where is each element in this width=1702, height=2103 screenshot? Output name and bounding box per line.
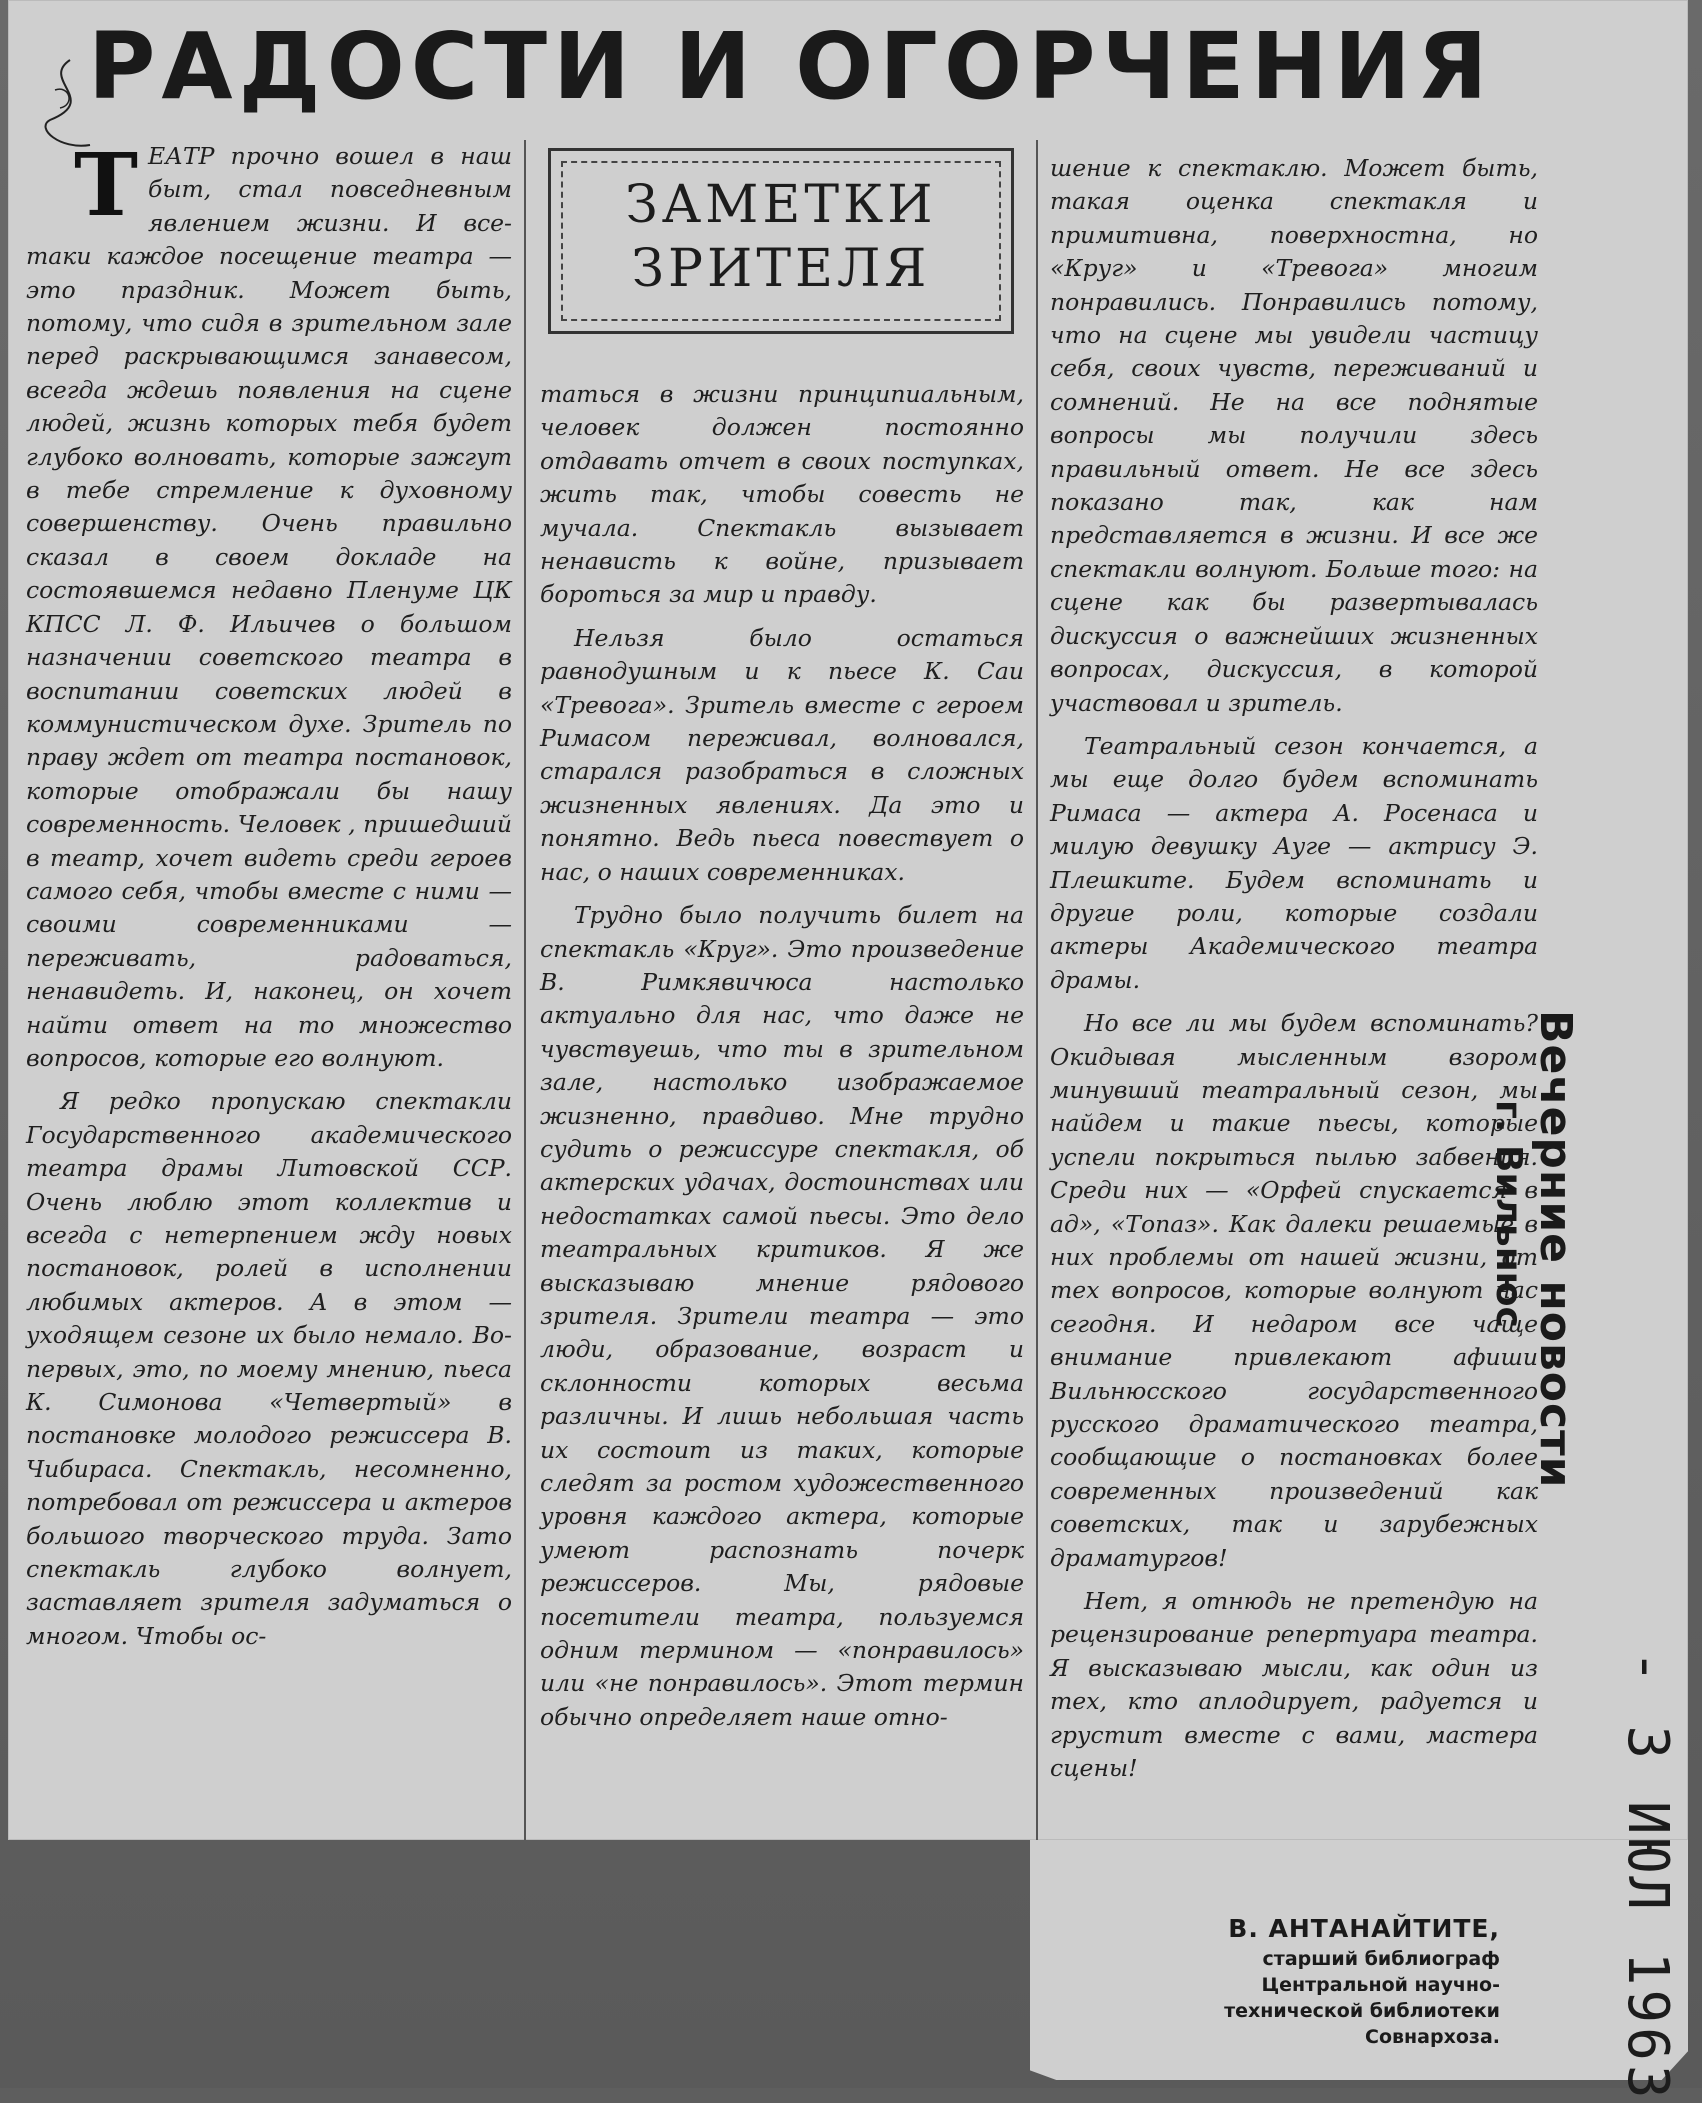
- paragraph: Но все ли мы будем вспоминать? Окидывая мысленным взором минувший театральный сезон, мы найдем и такие пьесы, которые успели покрыться пылью забвения. Среди них — «Орфей спускается в ад», «Топаз». Как далеки решаемые в них проблемы от нашей жизни, от тех вопросов, которые волнуют нас сегодня. И недаром все чаще внимание привлекают афиши Вильнюсского государственного русского драматического театра, сообщающие о постановках более современных произведений как советских, так и зарубежных драматургов!: [1050, 1009, 1538, 1572]
- drop-cap: Т: [74, 135, 138, 236]
- paragraph: шение к спектаклю. Может быть, такая оценка спектакля и примитивна, поверхностна, но «Круг» и «Тревога» многим понравились. Понравились потому, что на сцене мы увидели частицу себя, своих чувств, переживаний и сомнений. Не на все поднятые вопросы мы получили здесь правильный ответ. Не все здесь показано так, как нам представляется в жизни. И все же спектакли волнуют. Больше того: на сцене как бы развертывалась дискуссия о важнейших жизненных вопросах, дискуссия, в которой участвовал и зритель.: [1050, 154, 1538, 717]
- rubric-line-2: ЗРИТЕЛЯ: [631, 239, 931, 299]
- rubric-box: [548, 148, 1014, 334]
- author-title-line: Совнархоза.: [1365, 2026, 1500, 2048]
- author-signature: [1060, 1912, 1500, 2050]
- article-column-2: [540, 378, 1024, 1734]
- rubric-title: [551, 173, 1011, 301]
- newspaper-source-stamp: [1486, 1010, 1580, 1488]
- date-stamp: - 3 ИЮЛ 1963: [1615, 1650, 1680, 2103]
- article-headline: РАДОСТИ И ОГОРЧЕНИЯ: [88, 13, 1494, 120]
- paragraph: Я редко пропускаю спектакли Государственного академического театра драмы Литовской ССР. Очень люблю этот коллектив и всегда с нетерпением жду новых постановок, ролей в исполнении любимых актеров. А в этом — уходящем сезоне их было немало. Во-первых, это, по моему мнению, пьеса К. Симонова «Четвертый» в постановке молодого режиссера В. Чибираса. Спектакль, несомненно, потребовал от режиссера и актеров большого творческого труда. Зато спектакль глубоко волнует, заставляет зрителя задуматься о многом. Чтобы ос-: [26, 1087, 512, 1650]
- article-column-1: [26, 135, 512, 1653]
- column-divider-2: [1036, 140, 1038, 1840]
- article-column-3: [1050, 152, 1538, 1786]
- paragraph: Нельзя было остаться равнодушным и к пьесе К. Саи «Тревога». Зритель вместе с героем Римасом переживал, волновался, старался разобраться в сложных жизненных явлениях. Да это и понятно. Ведь пьеса повествует о нас, о наших современниках.: [540, 623, 1024, 886]
- newspaper-city: г. Вильнюс: [1488, 1100, 1529, 1329]
- rubric-line-1: ЗАМЕТКИ: [625, 175, 937, 235]
- column-divider-1: [524, 140, 526, 1840]
- author-name: В. АНТАНАЙТИТЕ,: [1228, 1914, 1500, 1943]
- author-title-line: Центральной научно-: [1261, 1974, 1500, 1996]
- author-title-line: старший библиограф: [1262, 1948, 1500, 1970]
- paragraph: Трудно было получить билет на спектакль «Круг». Это произведение В. Римкявичюса настолько актуально для нас, что даже не чувствуешь, что ты в зрительном зале, настолько изображаемое жизненно, правдиво. Мне трудно судить о режиссуре спектакля, об актерских удачах, достоинствах или недостатках самой пьесы. Это дело театральных критиков. Я же высказываю мнение рядового зрителя. Зрители театра — это люди, образование, возраст и склонности которых весьма различны. И лишь небольшая часть их состоит из таких, которые следят за ростом художественного уровня каждого актера, которые умеют распознать почерк режиссеров. Мы, рядовые посетители театра, пользуемся одним термином — «понравилось» или «не понравилось». Этот термин обычно определяет наше отно-: [540, 901, 1024, 1731]
- author-title-line: технической библиотеки: [1224, 2000, 1500, 2022]
- paragraph: ЕАТР прочно вошел в наш быт, стал повседневным явлением жизни. И все-таки каждое посещение театра — это праздник. Может быть, потому, что сидя в зрительном зале перед раскрывающимся занавесом, всегда ждешь появления на сцене людей, жизнь которых тебя будет глубоко волновать, которые зажгут в тебе стремление к духовному совершенству. Очень правильно сказал в своем докладе на состоявшемся недавно Пленуме ЦК КПСС Л. Ф. Ильичев о большом назначении советского театра в воспитании советских людей в коммунистическом духе. Зритель по праву ждет от театра постановок, которые отображали бы нашу современность. Человек , пришедший в театр, хочет видеть среди героев самого себя, чтобы вместе с ними — своими современниками — переживать, радоваться, ненавидеть. И, наконец, он хочет найти ответ на то множество вопросов, которые его волнуют.: [26, 142, 512, 1072]
- paragraph: Театральный сезон кончается, а мы еще долго будем вспоминать Римаса — актера А. Росенаса и милую девушку Ауге — актрису Э. Плешките. Будем вспоминать и другие роли, которые создали актеры Академического театра драмы.: [1050, 731, 1538, 994]
- newspaper-name: Вечерние новости: [1530, 1010, 1581, 1489]
- paragraph: Нет, я отнюдь не претендую на рецензирование репертуара театра. Я высказываю мысли, как один из тех, кто аплодирует, радуется и грустит вместе с вами, мастера сцены!: [1050, 1587, 1538, 1783]
- paragraph: таться в жизни принципиальным, человек должен постоянно отдавать отчет в своих поступках, жить так, чтобы совесть не мучала. Спектакль вызывает ненависть к войне, призывает бороться за мир и правду.: [540, 380, 1024, 609]
